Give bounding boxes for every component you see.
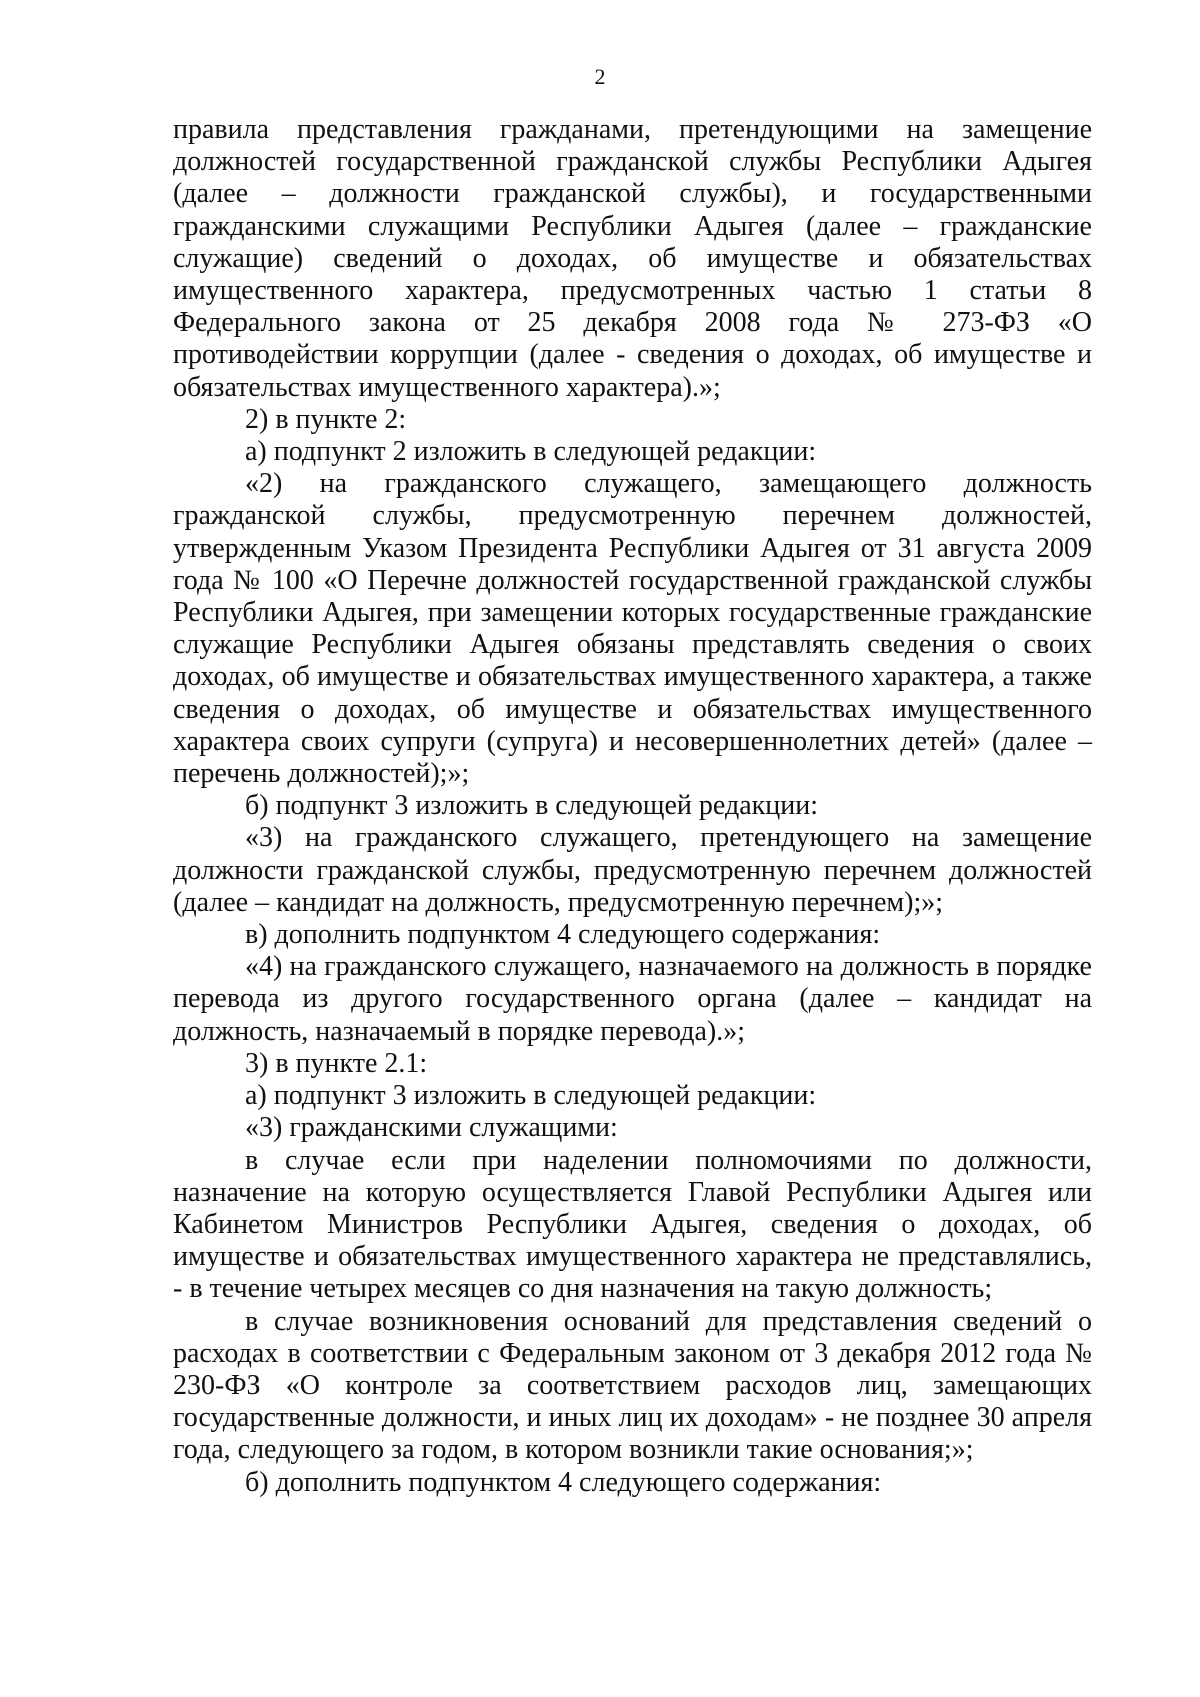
paragraph-subitem-v: в) дополнить подпунктом 4 следующего содержания: <box>245 919 881 951</box>
paragraph-continuation: правила представления гражданами, претендующими на замещение должностей государственной гражданской службы Республики Адыгея (далее – должности гражданской службы), и государственными гражданскими служащими Республики Адыгея (далее – гражданские служащие) сведений о доходах, об имуществе и обязательствах имущественного характера, предусмотренных частью 1 статьи 8 Федерального закона от 25 декабря 2008 года № 273-ФЗ «О противодействии коррупции (далее - сведения о доходах, об имуществе и обязательствах имущественного характера).»; <box>173 114 1092 403</box>
paragraph-quote-2: «2) на гражданского служащего, замещающего должность гражданской службы, предусмотренную перечнем должностей, утвержденным Указом Президента Республики Адыгея от 31 августа 2009 года № 100 «О Перечне должностей государственной гражданской службы Республики Адыгея, при замещении которых государственные гражданские служащие Республики Адыгея обязаны представлять сведения о своих доходах, об имуществе и обязательствах имущественного характера, а также сведения о доходах, об имуществе и обязательствах имущественного характера своих супруги (супруга) и несовершеннолетних детей» (далее – перечень должностей);»; <box>173 468 1092 790</box>
paragraph-item-3: 3) в пункте 2.1: <box>245 1047 428 1079</box>
paragraph-subitem-b: б) подпункт 3 изложить в следующей редакции: <box>245 790 818 822</box>
paragraph-quote-3: «3) на гражданского служащего, претендующего на замещение должности гражданской службы, предусмотренную перечнем должностей (далее – кандидат на должность, предусмотренную перечнем);»; <box>173 822 1092 918</box>
paragraph-quote-civil-servants: «3) гражданскими служащими: <box>245 1112 618 1144</box>
paragraph-item-2: 2) в пункте 2: <box>245 403 407 435</box>
paragraph-subitem-a: а) подпункт 2 изложить в следующей редакции: <box>245 436 817 468</box>
paragraph-case-appointment: в случае если при наделении полномочиями по должности, назначение на которую осуществляется Главой Республики Адыгея или Кабинетом Министров Республики Адыгея, сведения о доходах, об имуществе и обязательствах имущественного характера не представлялись, - в течение четырех месяцев со дня назначения на такую должность; <box>173 1144 1092 1305</box>
document-body <box>173 114 1092 1499</box>
paragraph-case-expenses: в случае возникновения оснований для представления сведений о расходах в соответствии с Федеральным законом от 3 декабря 2012 года № 230-ФЗ «О контроле за соответствием расходов лиц, замещающих государственные должности, и иных лиц их доходам» - не позднее 30 апреля года, следующего за годом, в котором возникли такие основания;»; <box>173 1305 1092 1466</box>
paragraph-subitem-b-2: б) дополнить подпунктом 4 следующего содержания: <box>245 1466 882 1498</box>
paragraph-quote-4: «4) на гражданского служащего, назначаемого на должность в порядке перевода из другого государственного органа (далее – кандидат на должность, назначаемый в порядке перевода).»; <box>173 951 1092 1047</box>
paragraph-subitem-a-2: а) подпункт 3 изложить в следующей редакции: <box>245 1080 817 1112</box>
page-number: 2 <box>594 64 606 89</box>
